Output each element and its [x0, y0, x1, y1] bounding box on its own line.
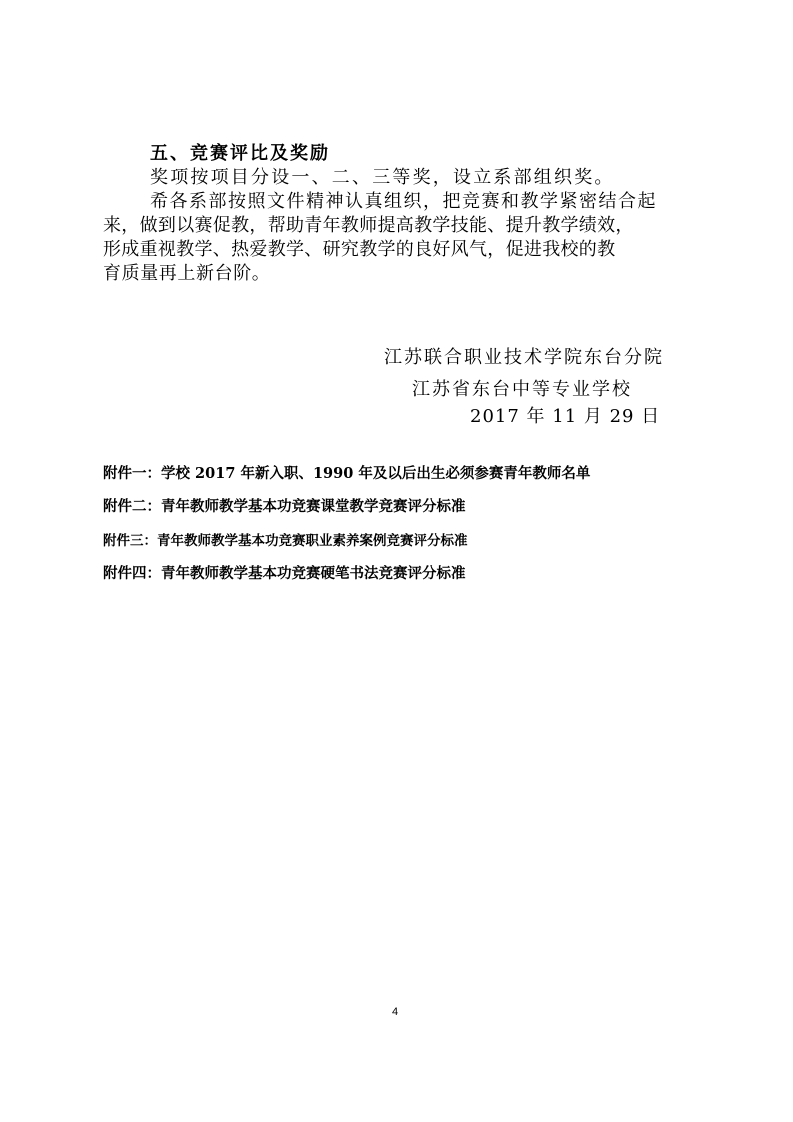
attachment-item-3: 附件三：青年教师教学基本功竞赛职业素养案例竞赛评分标准	[103, 533, 468, 549]
signature-date: 2017 年 11 月 29 日	[470, 406, 661, 427]
paragraph-award-categories: 奖项按项目分设一、二、三等奖，设立系部组织奖。	[150, 167, 615, 188]
paragraph-line: 希各系部按照文件精神认真组织，把竞赛和教学紧密结合起	[150, 191, 657, 212]
signature-org-college: 江苏联合职业技术学院东台分院	[384, 347, 664, 368]
attachment-item-1: 附件一：学校 2017 年新入职、1990 年及以后出生必须参赛青年教师名单	[103, 465, 591, 482]
page-number: 4	[392, 1006, 399, 1018]
paragraph-line: 育质量再上新台阶。	[103, 263, 271, 284]
section-heading-awards: 五、竞赛评比及奖励	[150, 143, 330, 164]
paragraph-line: 来，做到以赛促教，帮助青年教师提高教学技能、提升教学绩效，	[103, 215, 634, 236]
attachment-item-2: 附件二：青年教师教学基本功竞赛课堂教学竞赛评分标准	[103, 498, 466, 515]
paragraph-line: 形成重视教学、热爱教学、研究教学的良好风气，促进我校的教	[103, 239, 616, 260]
signature-org-school: 江苏省东台中等专业学校	[412, 379, 632, 400]
attachment-item-4: 附件四：青年教师教学基本功竞赛硬笔书法竞赛评分标准	[103, 565, 466, 582]
